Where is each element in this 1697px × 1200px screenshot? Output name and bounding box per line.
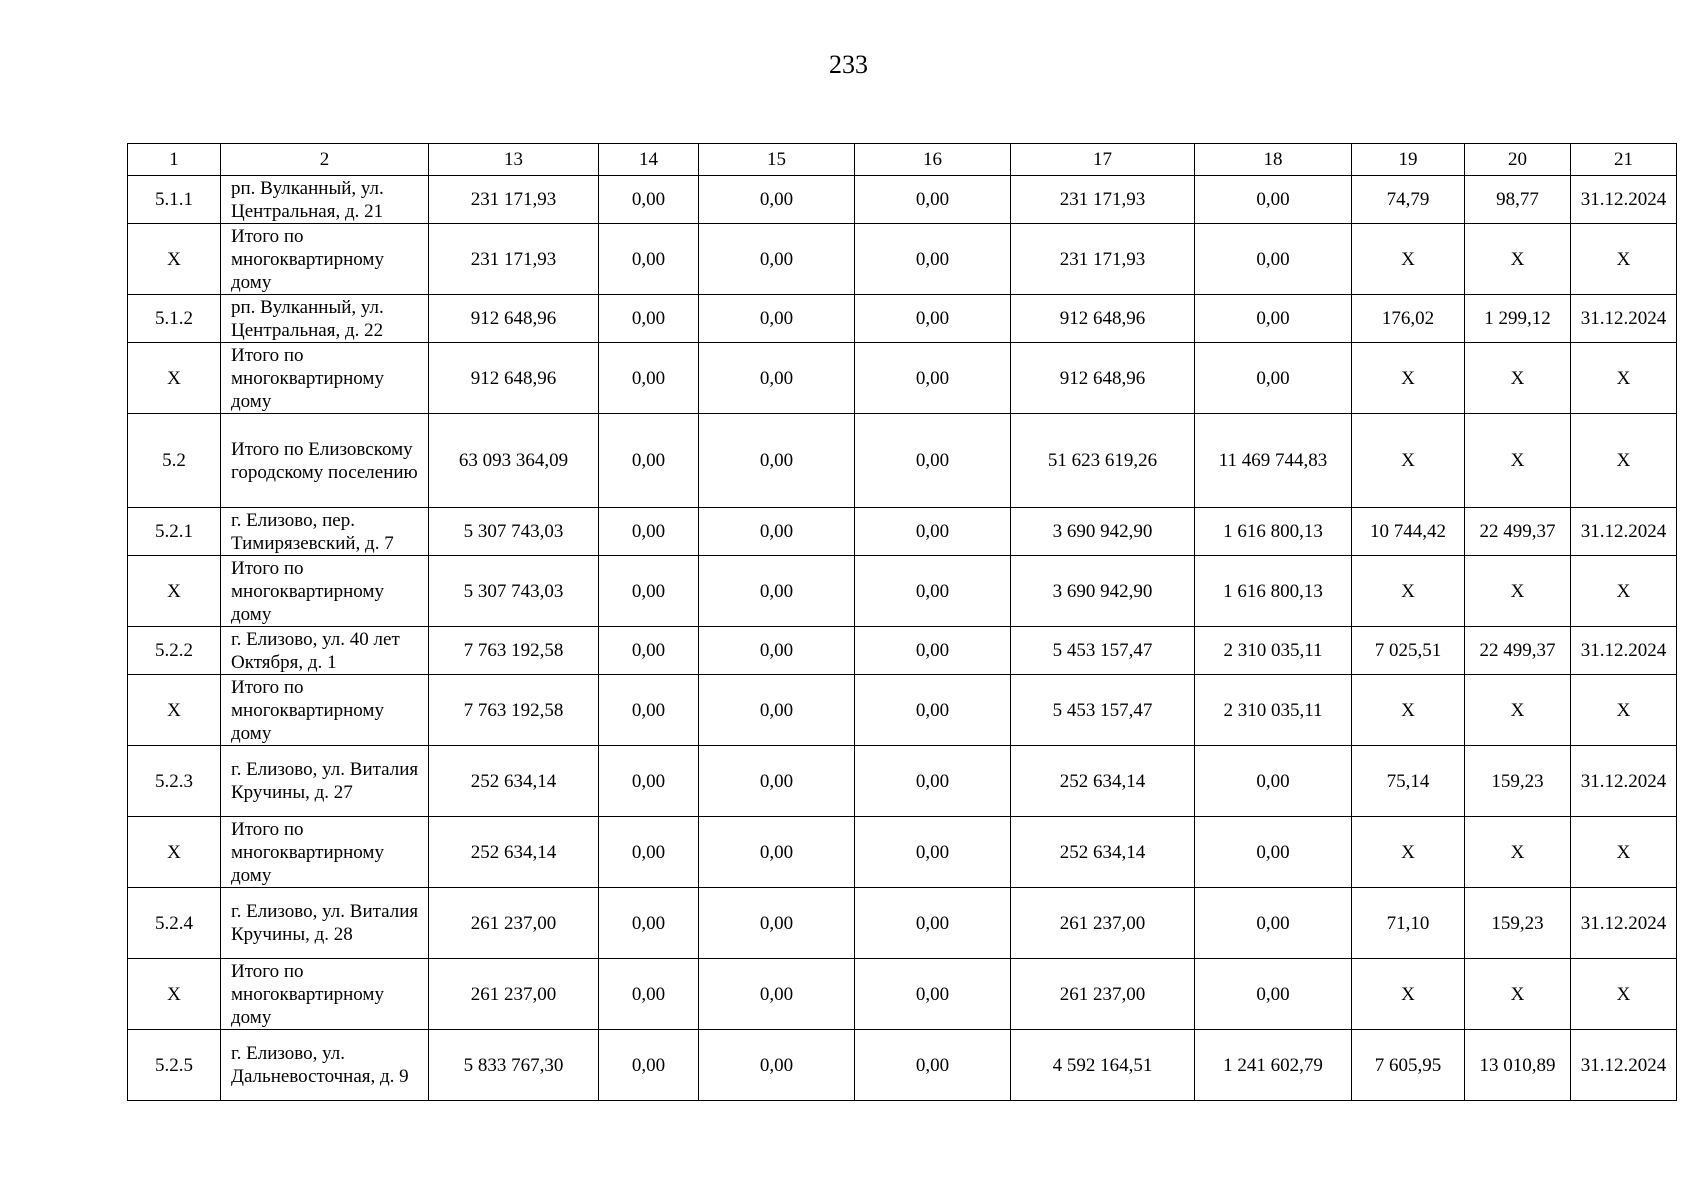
col-13-cell: 7 763 192,58 — [429, 675, 599, 746]
col-15-cell: 0,00 — [699, 1030, 855, 1101]
col-20-cell: Х — [1465, 959, 1571, 1030]
column-header: 17 — [1011, 144, 1195, 176]
address-cell: Итого по многоквартирному дому — [221, 343, 429, 414]
address-cell: Итого по многоквартирному дому — [221, 959, 429, 1030]
col-17-cell: 261 237,00 — [1011, 959, 1195, 1030]
col-18-cell: 0,00 — [1195, 817, 1352, 888]
col-13-cell: 5 307 743,03 — [429, 508, 599, 556]
col-21-cell: 31.12.2024 — [1571, 746, 1677, 817]
col-14-cell: 0,00 — [599, 627, 699, 675]
table-row — [128, 414, 1677, 508]
col-20-cell: 159,23 — [1465, 888, 1571, 959]
col-18-cell: 1 241 602,79 — [1195, 1030, 1352, 1101]
col-17-cell: 3 690 942,90 — [1011, 556, 1195, 627]
col-19-cell: Х — [1352, 959, 1465, 1030]
column-header: 16 — [855, 144, 1011, 176]
col-16-cell: 0,00 — [855, 295, 1011, 343]
column-header: 21 — [1571, 144, 1677, 176]
col-20-cell: 22 499,37 — [1465, 627, 1571, 675]
col-18-cell: 0,00 — [1195, 888, 1352, 959]
col-20-cell: Х — [1465, 675, 1571, 746]
table-body — [128, 144, 1677, 1101]
col-18-cell: 0,00 — [1195, 176, 1352, 224]
page-number: 233 — [829, 50, 868, 79]
col-15-cell: 0,00 — [699, 556, 855, 627]
col-18-cell: 1 616 800,13 — [1195, 508, 1352, 556]
table-row — [128, 627, 1677, 675]
col-14-cell: 0,00 — [599, 675, 699, 746]
col-18-cell: 2 310 035,11 — [1195, 627, 1352, 675]
col-16-cell: 0,00 — [855, 176, 1011, 224]
col-19-cell: 71,10 — [1352, 888, 1465, 959]
item-number-cell: 5.1.2 — [128, 295, 221, 343]
column-header: 1 — [128, 144, 221, 176]
address-cell: Итого по многоквартирному дому — [221, 817, 429, 888]
table-row — [128, 746, 1677, 817]
col-15-cell: 0,00 — [699, 627, 855, 675]
item-number-cell: Х — [128, 817, 221, 888]
col-19-cell: Х — [1352, 343, 1465, 414]
col-21-cell: 31.12.2024 — [1571, 176, 1677, 224]
table-row — [128, 556, 1677, 627]
col-20-cell: 98,77 — [1465, 176, 1571, 224]
col-13-cell: 261 237,00 — [429, 959, 599, 1030]
col-16-cell: 0,00 — [855, 1030, 1011, 1101]
column-header: 13 — [429, 144, 599, 176]
col-19-cell: 176,02 — [1352, 295, 1465, 343]
address-cell: г. Елизово, пер. Тимирязевский, д. 7 — [221, 508, 429, 556]
table-row — [128, 224, 1677, 295]
col-16-cell: 0,00 — [855, 508, 1011, 556]
col-15-cell: 0,00 — [699, 224, 855, 295]
col-13-cell: 5 833 767,30 — [429, 1030, 599, 1101]
col-14-cell: 0,00 — [599, 224, 699, 295]
col-20-cell: 159,23 — [1465, 746, 1571, 817]
item-number-cell: Х — [128, 224, 221, 295]
col-16-cell: 0,00 — [855, 224, 1011, 295]
col-17-cell: 252 634,14 — [1011, 817, 1195, 888]
col-15-cell: 0,00 — [699, 176, 855, 224]
col-20-cell: 13 010,89 — [1465, 1030, 1571, 1101]
item-number-cell: Х — [128, 556, 221, 627]
col-19-cell: 75,14 — [1352, 746, 1465, 817]
col-13-cell: 252 634,14 — [429, 817, 599, 888]
col-21-cell: Х — [1571, 224, 1677, 295]
column-header: 2 — [221, 144, 429, 176]
col-16-cell: 0,00 — [855, 414, 1011, 508]
item-number-cell: 5.2.4 — [128, 888, 221, 959]
col-20-cell: Х — [1465, 414, 1571, 508]
col-15-cell: 0,00 — [699, 295, 855, 343]
col-18-cell: 0,00 — [1195, 959, 1352, 1030]
table-row — [128, 295, 1677, 343]
col-14-cell: 0,00 — [599, 176, 699, 224]
col-18-cell: 0,00 — [1195, 343, 1352, 414]
col-14-cell: 0,00 — [599, 556, 699, 627]
item-number-cell: 5.2.2 — [128, 627, 221, 675]
col-17-cell: 5 453 157,47 — [1011, 675, 1195, 746]
col-16-cell: 0,00 — [855, 556, 1011, 627]
col-16-cell: 0,00 — [855, 817, 1011, 888]
col-13-cell: 7 763 192,58 — [429, 627, 599, 675]
col-16-cell: 0,00 — [855, 343, 1011, 414]
item-number-cell: Х — [128, 343, 221, 414]
col-19-cell: 74,79 — [1352, 176, 1465, 224]
col-16-cell: 0,00 — [855, 959, 1011, 1030]
budget-table — [127, 143, 1677, 1101]
col-15-cell: 0,00 — [699, 888, 855, 959]
col-17-cell: 261 237,00 — [1011, 888, 1195, 959]
col-16-cell: 0,00 — [855, 627, 1011, 675]
col-15-cell: 0,00 — [699, 343, 855, 414]
col-13-cell: 912 648,96 — [429, 343, 599, 414]
column-header: 15 — [699, 144, 855, 176]
table-row — [128, 1030, 1677, 1101]
column-header: 19 — [1352, 144, 1465, 176]
col-14-cell: 0,00 — [599, 888, 699, 959]
address-cell: Итого по многоквартирному дому — [221, 556, 429, 627]
col-20-cell: Х — [1465, 224, 1571, 295]
item-number-cell: 5.2.3 — [128, 746, 221, 817]
col-21-cell: 31.12.2024 — [1571, 888, 1677, 959]
col-21-cell: Х — [1571, 343, 1677, 414]
col-17-cell: 231 171,93 — [1011, 176, 1195, 224]
col-15-cell: 0,00 — [699, 508, 855, 556]
col-19-cell: Х — [1352, 675, 1465, 746]
col-13-cell: 261 237,00 — [429, 888, 599, 959]
col-20-cell: 1 299,12 — [1465, 295, 1571, 343]
col-14-cell: 0,00 — [599, 295, 699, 343]
item-number-cell: 5.2 — [128, 414, 221, 508]
col-19-cell: 7 025,51 — [1352, 627, 1465, 675]
col-14-cell: 0,00 — [599, 508, 699, 556]
address-cell: г. Елизово, ул. Дальневосточная, д. 9 — [221, 1030, 429, 1101]
col-19-cell: Х — [1352, 414, 1465, 508]
col-13-cell: 63 093 364,09 — [429, 414, 599, 508]
col-18-cell: 0,00 — [1195, 224, 1352, 295]
col-13-cell: 252 634,14 — [429, 746, 599, 817]
col-14-cell: 0,00 — [599, 959, 699, 1030]
col-21-cell: Х — [1571, 414, 1677, 508]
col-13-cell: 231 171,93 — [429, 176, 599, 224]
col-16-cell: 0,00 — [855, 675, 1011, 746]
col-20-cell: Х — [1465, 343, 1571, 414]
col-17-cell: 3 690 942,90 — [1011, 508, 1195, 556]
col-19-cell: 10 744,42 — [1352, 508, 1465, 556]
col-18-cell: 11 469 744,83 — [1195, 414, 1352, 508]
col-21-cell: Х — [1571, 675, 1677, 746]
col-14-cell: 0,00 — [599, 817, 699, 888]
col-17-cell: 912 648,96 — [1011, 343, 1195, 414]
table-row — [128, 888, 1677, 959]
col-18-cell: 0,00 — [1195, 746, 1352, 817]
col-20-cell: 22 499,37 — [1465, 508, 1571, 556]
address-cell: г. Елизово, ул. Виталия Кручины, д. 27 — [221, 746, 429, 817]
col-14-cell: 0,00 — [599, 746, 699, 817]
address-cell: Итого по Елизовскому городскому поселению — [221, 414, 429, 508]
col-19-cell: Х — [1352, 556, 1465, 627]
col-17-cell: 231 171,93 — [1011, 224, 1195, 295]
address-cell: рп. Вулканный, ул. Центральная, д. 21 — [221, 176, 429, 224]
col-21-cell: Х — [1571, 959, 1677, 1030]
col-21-cell: 31.12.2024 — [1571, 1030, 1677, 1101]
table-row — [128, 959, 1677, 1030]
item-number-cell: 5.2.5 — [128, 1030, 221, 1101]
col-15-cell: 0,00 — [699, 414, 855, 508]
table-row — [128, 176, 1677, 224]
address-cell: г. Елизово, ул. 40 лет Октября, д. 1 — [221, 627, 429, 675]
col-13-cell: 912 648,96 — [429, 295, 599, 343]
col-21-cell: Х — [1571, 556, 1677, 627]
col-14-cell: 0,00 — [599, 1030, 699, 1101]
col-13-cell: 231 171,93 — [429, 224, 599, 295]
col-18-cell: 2 310 035,11 — [1195, 675, 1352, 746]
col-14-cell: 0,00 — [599, 343, 699, 414]
item-number-cell: Х — [128, 675, 221, 746]
column-number-row — [128, 144, 1677, 176]
col-19-cell: Х — [1352, 224, 1465, 295]
col-17-cell: 51 623 619,26 — [1011, 414, 1195, 508]
table-row — [128, 817, 1677, 888]
col-21-cell: 31.12.2024 — [1571, 508, 1677, 556]
col-19-cell: 7 605,95 — [1352, 1030, 1465, 1101]
col-16-cell: 0,00 — [855, 746, 1011, 817]
col-17-cell: 912 648,96 — [1011, 295, 1195, 343]
col-20-cell: Х — [1465, 817, 1571, 888]
address-cell: Итого по многоквартирному дому — [221, 224, 429, 295]
address-cell: г. Елизово, ул. Виталия Кручины, д. 28 — [221, 888, 429, 959]
col-21-cell: Х — [1571, 817, 1677, 888]
table-row — [128, 508, 1677, 556]
table-row — [128, 343, 1677, 414]
col-21-cell: 31.12.2024 — [1571, 295, 1677, 343]
col-17-cell: 5 453 157,47 — [1011, 627, 1195, 675]
col-15-cell: 0,00 — [699, 746, 855, 817]
col-20-cell: Х — [1465, 556, 1571, 627]
item-number-cell: Х — [128, 959, 221, 1030]
col-15-cell: 0,00 — [699, 959, 855, 1030]
column-header: 14 — [599, 144, 699, 176]
col-14-cell: 0,00 — [599, 414, 699, 508]
col-19-cell: Х — [1352, 817, 1465, 888]
col-18-cell: 1 616 800,13 — [1195, 556, 1352, 627]
col-21-cell: 31.12.2024 — [1571, 627, 1677, 675]
address-cell: Итого по многоквартирному дому — [221, 675, 429, 746]
table-row — [128, 675, 1677, 746]
col-15-cell: 0,00 — [699, 817, 855, 888]
item-number-cell: 5.1.1 — [128, 176, 221, 224]
item-number-cell: 5.2.1 — [128, 508, 221, 556]
col-18-cell: 0,00 — [1195, 295, 1352, 343]
address-cell: рп. Вулканный, ул. Центральная, д. 22 — [221, 295, 429, 343]
col-15-cell: 0,00 — [699, 675, 855, 746]
col-16-cell: 0,00 — [855, 888, 1011, 959]
col-17-cell: 4 592 164,51 — [1011, 1030, 1195, 1101]
col-17-cell: 252 634,14 — [1011, 746, 1195, 817]
column-header: 20 — [1465, 144, 1571, 176]
column-header: 18 — [1195, 144, 1352, 176]
col-13-cell: 5 307 743,03 — [429, 556, 599, 627]
